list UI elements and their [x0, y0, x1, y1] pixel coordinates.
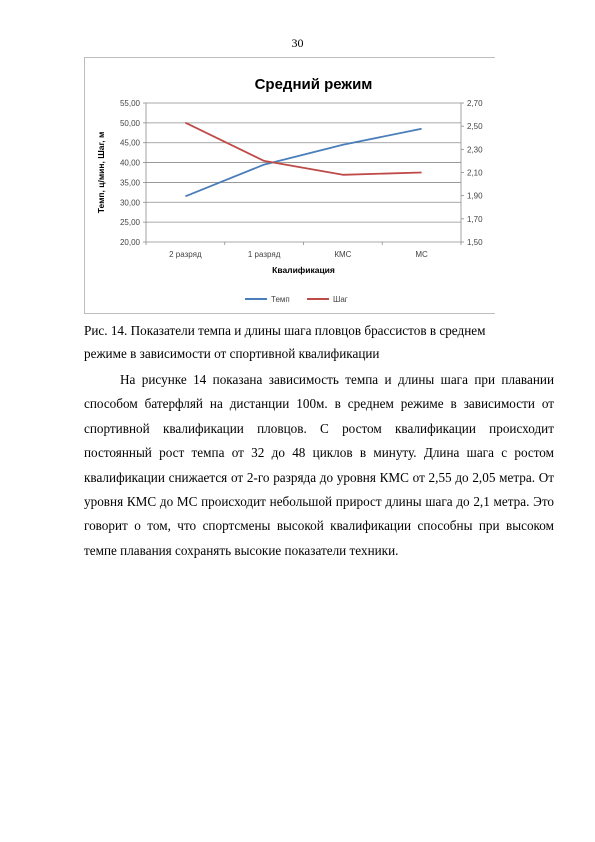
y-right-tick-label: 1,90 — [467, 191, 483, 201]
y-right-tick-label: 2,30 — [467, 145, 483, 155]
y-left-tick-label: 45,00 — [119, 138, 140, 148]
y-right-tick-label: 2,50 — [467, 122, 483, 132]
x-tick-label: КМС — [334, 250, 352, 259]
y-left-tick-label: 55,00 — [119, 99, 140, 108]
y-left-tick-label: 20,00 — [119, 238, 140, 247]
caption-line-1: Рис. 14. Показатели темпа и длины шага пловцов брассистов в среднем — [84, 323, 486, 338]
page-number: 30 — [291, 36, 304, 50]
y-right-tick-label: 1,50 — [467, 238, 483, 247]
x-tick-label: 1 разряд — [247, 250, 281, 259]
chart-frame — [84, 57, 495, 314]
y-right-tick-label: 1,70 — [467, 214, 483, 224]
body-paragraph: На рисунке 14 показана зависимость темпа и длины шага при плавании способом батерфляй на дистанции 100м. в среднем режиме в зависимости от спортивной квалификации пловцов. С ростом квалификации происходит постоянный рост темпа от 32 до 48 циклов в минуту. Длина шага с ростом квалификации снижается от 2-го разряда до уровня КМС от 2,55 до 2,05 метра. От уровня КМС до МС происходит небольшой прирост длины шага до 2,1 метра. Это говорит о том, что спортсмены высокой квалификации способны при высоком темпе плавания сохранять высокие показатели техники. — [84, 372, 554, 558]
y-left-tick-label: 40,00 — [119, 158, 140, 168]
x-axis-label: Квалификация — [272, 265, 335, 275]
caption-line-2: режиме в зависимости от спортивной квалификации — [84, 346, 380, 361]
y-right-tick-label: 2,70 — [467, 99, 483, 108]
y-right-tick-label: 2,10 — [467, 168, 483, 178]
y-left-tick-label: 30,00 — [119, 198, 140, 208]
x-tick-label: 2 разряд — [169, 250, 202, 259]
x-tick-label: МС — [415, 250, 428, 259]
line-chart — [85, 58, 495, 313]
chart-title: Средний режим — [254, 76, 373, 93]
legend-label: Шаг — [333, 295, 348, 304]
y-axis-label: Темп, ц/мин, Шаг, м — [96, 131, 106, 214]
y-left-tick-label: 50,00 — [119, 118, 140, 128]
figure-caption — [84, 319, 524, 365]
y-left-tick-label: 25,00 — [119, 218, 140, 228]
y-left-tick-label: 35,00 — [119, 178, 140, 188]
series-line-shag — [185, 123, 421, 175]
legend-label: Темп — [271, 295, 290, 304]
